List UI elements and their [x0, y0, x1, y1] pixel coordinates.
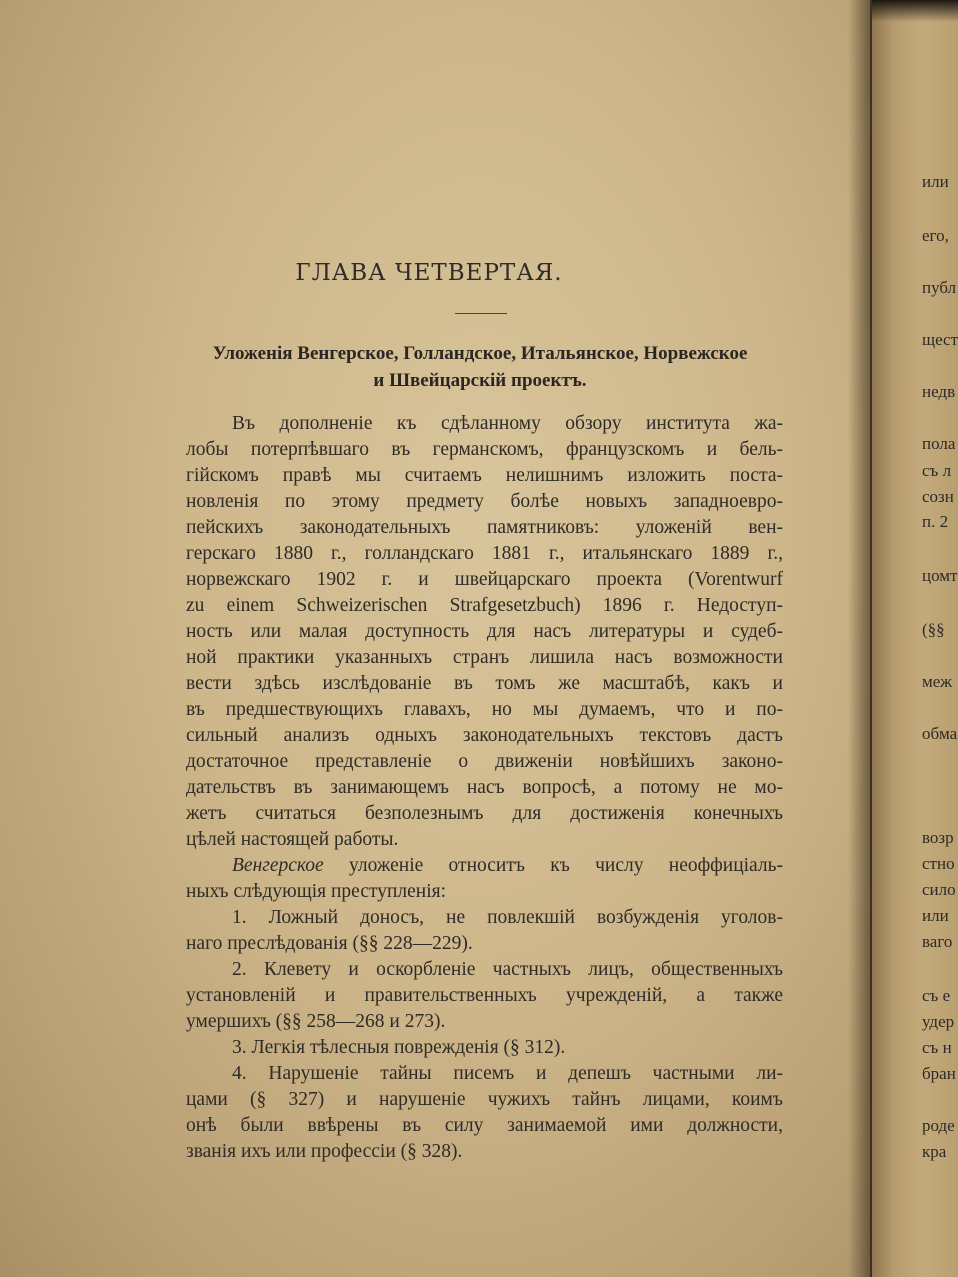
next-page-edge — [872, 0, 958, 1277]
corner-shadow — [872, 0, 958, 22]
next-page-fragment: пола — [922, 434, 956, 453]
hungarian-intro-line — [232, 855, 783, 877]
italic-term: Венгерское — [232, 855, 324, 876]
body-line: ность или малая доступность для насъ литературы и судеб- — [186, 621, 783, 642]
body-line: герскаго 1880 г., голландскаго 1881 г., итальянскаго 1889 г., — [186, 543, 783, 564]
chapter-subtitle — [180, 340, 780, 394]
chapter-title: ГЛАВА ЧЕТВЕРТАЯ. — [295, 260, 563, 286]
next-page-fragment: обма — [922, 724, 958, 743]
next-page-fragment: съ л — [922, 461, 952, 480]
body-line: ныхъ слѣдующія преступленія: — [186, 881, 447, 902]
next-page-fragment: его, — [922, 226, 949, 245]
body-line: новленія по этому предмету болѣе новыхъ западноевро- — [186, 491, 783, 512]
list-line: 3. Легкія тѣлесныя поврежденія (§ 312). — [232, 1037, 566, 1058]
subtitle-line: Уложенія Венгерское, Голландское, Итальянское, Норвежское — [212, 343, 748, 364]
next-page-fragment: бран — [922, 1064, 956, 1083]
subtitle-line: и Швейцарскій проектъ. — [373, 370, 587, 391]
list-line: умершихъ (§§ 258—268 и 273). — [186, 1011, 446, 1032]
next-page-fragment: сило — [922, 880, 956, 899]
next-page-fragment: удер — [922, 1012, 955, 1031]
next-page-fragment: щест — [922, 330, 958, 349]
next-page-fragment: съ н — [922, 1038, 952, 1057]
list-line: 4. Нарушеніе тайны писемъ и депешъ частными ли- — [232, 1063, 783, 1084]
body-line: дательствъ въ занимающемъ насъ вопросѣ, а потому не мо- — [186, 777, 783, 798]
list-line: онѣ были ввѣрены въ силу занимаемой ими должности, — [186, 1115, 783, 1136]
list-line: 2. Клевету и оскорбленіе частныхъ лицъ, общественныхъ — [232, 959, 783, 980]
body-line: zu einem Schweizerischen Strafgesetzbuch) 1896 г. Недоступ- — [186, 595, 783, 616]
body-line: пейскихъ законодательныхъ памятниковъ: уложеній вен- — [186, 517, 783, 538]
body-line: въ предшествующихъ главахъ, но мы думаемъ, что и по- — [186, 699, 783, 720]
next-page-fragment: недв — [922, 382, 956, 401]
next-page-fragment: ваго — [922, 932, 953, 951]
body-line: жетъ считаться безполезнымъ для достиженія конечныхъ — [186, 803, 783, 824]
list-line: установленій и правительственныхъ учрежденій, а также — [186, 985, 783, 1006]
body-line: сильный анализъ одныхъ законодательныхъ текстовъ дастъ — [186, 725, 783, 746]
next-page-fragment: (§§ — [922, 620, 945, 639]
next-page-fragment: п. 2 — [922, 512, 949, 531]
next-page-fragment: съ е — [922, 986, 951, 1005]
body-line: лобы потерпѣвшаго въ германскомъ, французскомъ и бель- — [186, 439, 783, 460]
next-page-fragment: меж — [922, 672, 953, 691]
next-page-fragment: роде — [922, 1116, 955, 1135]
next-page-fragment: или — [922, 172, 949, 191]
list-line: 1. Ложный доносъ, не повлекшій возбужденія уголов- — [232, 907, 783, 928]
body-line: норвежскаго 1902 г. и швейцарскаго проекта (Vorentwurf — [186, 569, 783, 590]
next-page-fragment: публ — [922, 278, 957, 297]
intro-text: уложеніе относитъ къ числу неоффиціаль- — [323, 855, 783, 876]
body-line: достаточное представленіе о движеніи новѣйшихъ законо- — [186, 751, 783, 772]
body-line: ной практики указанныхъ странъ лишила насъ возможности — [186, 647, 783, 668]
list-line: наго преслѣдованія (§§ 228—229). — [186, 933, 473, 954]
next-page-fragment: или — [922, 906, 949, 925]
title-divider — [455, 313, 507, 314]
body-line: цѣлей настоящей работы. — [186, 829, 399, 850]
next-page-fragment: стно — [922, 854, 955, 873]
body-line: вести здѣсь изслѣдованіе въ томъ же масштабѣ, какъ и — [186, 673, 783, 694]
next-page-fragment: кра — [922, 1142, 947, 1161]
body-line: Въ дополненіе къ сдѣланному обзору института жа- — [232, 413, 783, 434]
next-page-fragment: возр — [922, 828, 954, 847]
list-line: цами (§ 327) и нарушеніе чужихъ тайнъ лицами, коимъ — [186, 1089, 783, 1110]
list-line: званія ихъ или профессіи (§ 328). — [186, 1141, 463, 1162]
next-page-fragment: цомт — [922, 566, 958, 585]
body-line: гійскомъ правѣ мы считаемъ нелишнимъ изложить поста- — [186, 465, 783, 486]
next-page-fragment: созн — [922, 487, 954, 506]
